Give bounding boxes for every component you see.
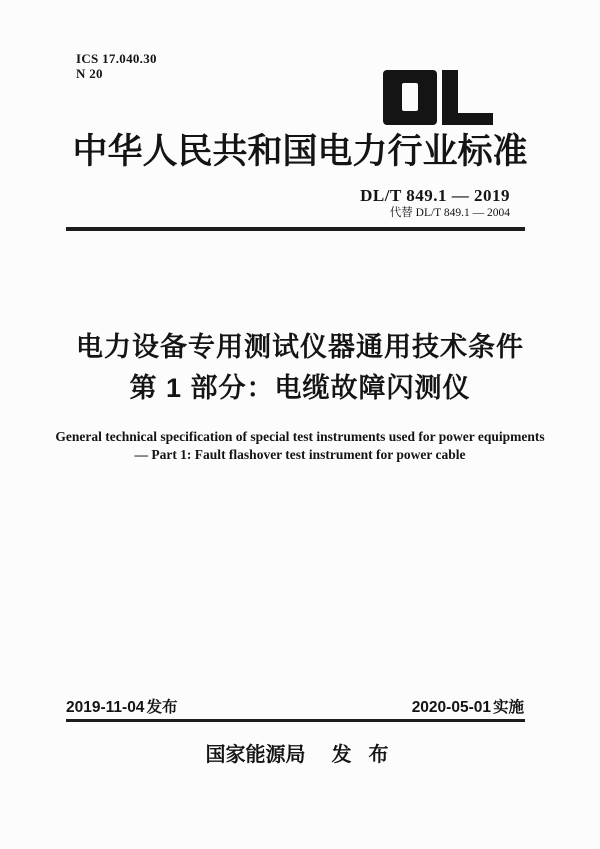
standard-number: DL/T 849.1 — 2019 [360, 186, 510, 205]
ics-classification-block [76, 51, 157, 81]
document-title-en-line2: — Part 1: Fault flashover test instrument for power cable [134, 447, 466, 462]
publisher-row [0, 743, 600, 767]
implement-date: 2020-05-01 [411, 699, 491, 716]
footer-divider-rule [66, 719, 525, 722]
dl-logo-icon [383, 70, 493, 125]
publish-date-group [66, 699, 177, 717]
implement-date-group [412, 699, 524, 717]
ics-code: ICS 17.040.30 [76, 51, 157, 66]
publish-label: 发布 [146, 699, 178, 716]
document-title-en-line1: General technical specification of special test instruments used for power equipments [55, 429, 545, 444]
implement-label: 实施 [492, 699, 524, 716]
classification-code: N 20 [76, 66, 103, 81]
header-divider-rule [66, 227, 525, 231]
issue-action-label: 发 布 [331, 744, 395, 766]
header-title: 中华人民共和国电力行业标准 [72, 132, 528, 171]
replaces-note: 代替 DL/T 849.1 — 2004 [389, 207, 510, 219]
issuer-name: 国家能源局 [205, 744, 306, 766]
standard-number-block [360, 186, 510, 220]
dl-logo-text [0, 0, 1, 1]
publish-date: 2019-11-04 [66, 699, 145, 716]
document-title-cn-line2: 第 1 部分：电缆故障闪测仪 [129, 373, 471, 403]
document-title-cn-line1: 电力设备专用测试仪器通用技术条件 [76, 332, 524, 362]
dates-row [66, 699, 524, 717]
document-title-cn [0, 327, 600, 409]
document-title-en [0, 428, 600, 464]
